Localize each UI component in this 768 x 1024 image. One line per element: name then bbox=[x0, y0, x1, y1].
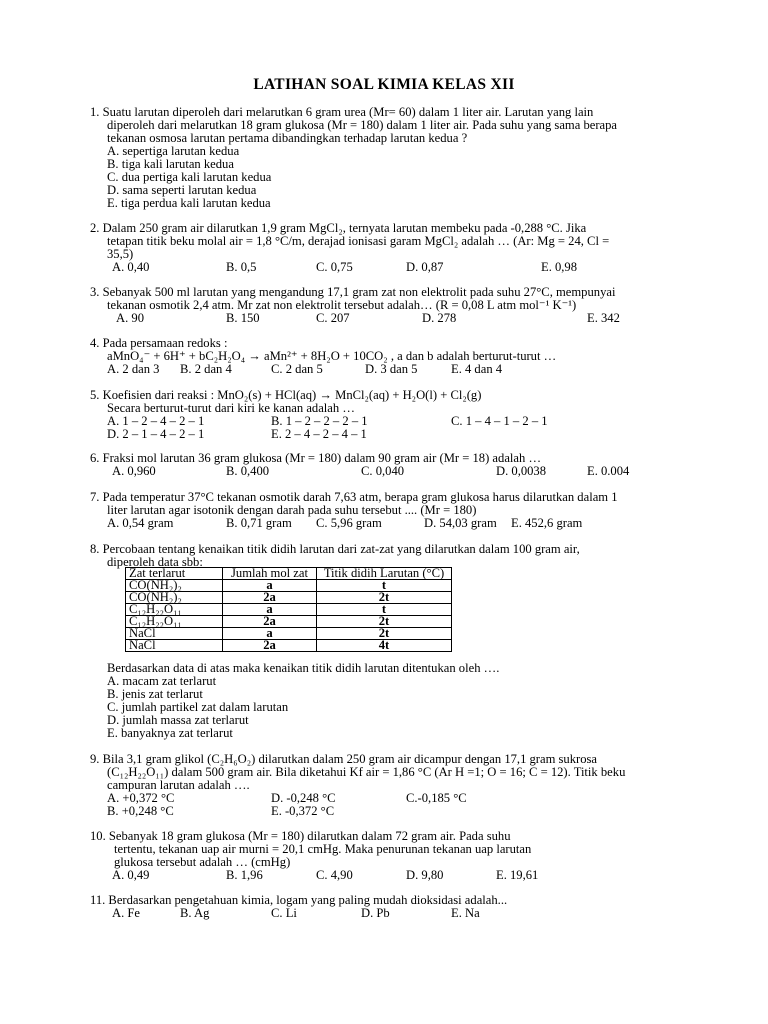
q4-stem-line1: 4. Pada persamaan redoks : bbox=[90, 336, 228, 350]
table-cell: 2t bbox=[317, 628, 452, 640]
q8-option-a: A. macam zat terlarut bbox=[107, 674, 217, 688]
q6-option-b: B. 0,400 bbox=[226, 464, 270, 478]
q6-stem-line1: 6. Fraksi mol larutan 36 gram glukosa (Mr = 180) dalam 90 gram air (Mr = 18) adalah … bbox=[90, 451, 542, 465]
q11-option-e: E. Na bbox=[451, 906, 480, 920]
q6-option-a: A. 0,960 bbox=[112, 464, 156, 478]
q5-option-d: D. 2 – 1 – 4 – 2 – 1 bbox=[107, 427, 205, 441]
q8-data-table bbox=[125, 567, 452, 652]
table-cell: CO(NH₂)₂ bbox=[126, 580, 223, 592]
q2-option-d: D. 0,87 bbox=[406, 260, 444, 274]
table-cell: a bbox=[223, 580, 317, 592]
q7-option-c: C. 5,96 gram bbox=[316, 516, 382, 530]
q2-stem-line2: tetapan titik beku molal air = 1,8 °C/m, derajad ionisasi garam MgCl₂ adalah … (Ar: Mg = 24, Cl = bbox=[107, 234, 610, 248]
table-cell: 2a bbox=[223, 640, 317, 652]
q5-option-c: C. 1 – 4 – 1 – 2 – 1 bbox=[451, 414, 548, 428]
table-cell: 4t bbox=[317, 640, 452, 652]
q1-option-e: E. tiga perdua kali larutan kedua bbox=[107, 196, 271, 210]
q6-option-d: D. 0,0038 bbox=[496, 464, 547, 478]
q5-stem-line2: Secara berturut-turut dari kiri ke kanan adalah … bbox=[107, 401, 355, 415]
table-cell: NaCl bbox=[126, 628, 223, 640]
q4-option-a: A. 2 dan 3 bbox=[107, 362, 160, 376]
q7-stem-line2: liter larutan agar isotonik dengan darah pada suhu tersebut .... (Mr = 180) bbox=[107, 503, 477, 517]
q4-option-c: C. 2 dan 5 bbox=[271, 362, 323, 376]
q10-stem-line1: 10. Sebanyak 18 gram glukosa (Mr = 180) dilarutkan dalam 72 gram air. Pada suhu bbox=[90, 829, 511, 843]
table-cell: 2a bbox=[223, 616, 317, 628]
q11-option-a: A. Fe bbox=[112, 906, 140, 920]
table-cell: a bbox=[223, 628, 317, 640]
q9-stem-line2: (C₁₂H₂₂O₁₁) dalam 500 gram air. Bila diketahui Kf air = 1,86 °C (Ar H =1; O = 16; C = 12). Titik beku bbox=[107, 765, 626, 779]
header-cell: Titik didih Larutan (°C) bbox=[317, 568, 452, 580]
q7-stem-line1: 7. Pada temperatur 37°C tekanan osmotik darah 7,63 atm, berapa gram glukosa harus dilarutkan dalam 1 bbox=[90, 490, 618, 504]
q8-stem-line3: Berdasarkan data di atas maka kenaikan titik didih larutan ditentukan oleh …. bbox=[107, 661, 500, 675]
header-cell: Jumlah mol zat bbox=[223, 568, 317, 580]
q10-stem-line3: glukosa tersebut adalah … (cmHg) bbox=[114, 855, 291, 869]
q10-option-c: C. 4,90 bbox=[316, 868, 353, 882]
q1-option-c: C. dua pertiga kali larutan kedua bbox=[107, 170, 272, 184]
q1-stem-line2: diperoleh dari melarutkan 18 gram glukosa (Mr = 180) dalam 1 liter air. Pada suhu yang sama berapa bbox=[107, 118, 617, 132]
table-cell: t bbox=[317, 580, 452, 592]
q3-option-d: D. 278 bbox=[422, 311, 457, 325]
header-cell: Zat terlarut bbox=[126, 568, 223, 580]
q8-option-c: C. jumlah partikel zat dalam larutan bbox=[107, 700, 289, 714]
q9-option-c: C.-0,185 °C bbox=[406, 791, 467, 805]
q6-option-e: E. 0.004 bbox=[587, 464, 630, 478]
table-row bbox=[126, 616, 452, 628]
table-row bbox=[126, 640, 452, 652]
q7-option-e: E. 452,6 gram bbox=[511, 516, 583, 530]
q2-stem-line3: 35,5) bbox=[107, 247, 134, 261]
q10-option-b: B. 1,96 bbox=[226, 868, 263, 882]
q4-redox-equation: aMnO₄⁻ + 6H⁺ + bC₂H₂O₄ → aMn²⁺ + 8H₂O + 10CO₂ , a dan b adalah berturut-turut … bbox=[107, 349, 557, 363]
table-cell: t bbox=[317, 604, 452, 616]
q10-option-a: A. 0,49 bbox=[112, 868, 150, 882]
q5-option-a: A. 1 – 2 – 4 – 2 – 1 bbox=[107, 414, 205, 428]
q11-option-b: B. Ag bbox=[180, 906, 210, 920]
q2-option-e: E. 0,98 bbox=[541, 260, 578, 274]
q9-option-b: B. +0,248 °C bbox=[107, 804, 174, 818]
table-cell: NaCl bbox=[126, 640, 223, 652]
q9-option-a: A. +0,372 °C bbox=[107, 791, 175, 805]
q8-stem-line1: 8. Percobaan tentang kenaikan titik didih larutan dari zat-zat yang dilarutkan dalam 100 gram air, bbox=[90, 542, 580, 556]
q8-option-e: E. banyaknya zat terlarut bbox=[107, 726, 233, 740]
q3-stem-line2: tekanan osmotik 2,4 atm. Mr zat non elektrolit tersebut adalah… (R = 0,08 L atm mol⁻¹ K⁻¹) bbox=[107, 298, 577, 312]
table-cell: 2t bbox=[317, 616, 452, 628]
q4-option-e: E. 4 dan 4 bbox=[451, 362, 503, 376]
table-row bbox=[126, 628, 452, 640]
q6-option-c: C. 0,040 bbox=[361, 464, 405, 478]
q7-option-b: B. 0,71 gram bbox=[226, 516, 292, 530]
table-cell: CO(NH₂)₂ bbox=[126, 592, 223, 604]
q7-option-d: D. 54,03 gram bbox=[424, 516, 497, 530]
q3-stem-line1: 3. Sebanyak 500 ml larutan yang mengandung 17,1 gram zat non elektrolit pada suhu 27°C, mempunyai bbox=[90, 285, 616, 299]
q2-option-c: C. 0,75 bbox=[316, 260, 353, 274]
q4-option-d: D. 3 dan 5 bbox=[365, 362, 418, 376]
q5-option-e: E. 2 – 4 – 2 – 4 – 1 bbox=[271, 427, 367, 441]
table-cell: a bbox=[223, 604, 317, 616]
q2-option-a: A. 0,40 bbox=[112, 260, 150, 274]
q2-stem-line1: 2. Dalam 250 gram air dilarutkan 1,9 gram MgCl₂, ternyata larutan membeku pada -0,288 °C. Jika bbox=[90, 221, 587, 235]
q10-stem-line2: tertentu, tekanan uap air murni = 20,1 cmHg. Maka penurunan tekanan uap larutan bbox=[114, 842, 532, 856]
q8-stem-line2: diperoleh data sbb: bbox=[107, 555, 203, 569]
q10-option-e: E. 19,61 bbox=[496, 868, 539, 882]
q1-stem-line1: 1. Suatu larutan diperoleh dari melarutkan 6 gram urea (Mr= 60) dalam 1 liter air. Larutan yang lain bbox=[90, 105, 594, 119]
q3-option-b: B. 150 bbox=[226, 311, 260, 325]
q8-option-d: D. jumlah massa zat terlarut bbox=[107, 713, 249, 727]
table-cell: C₁₂H₂₂O₁₁ bbox=[126, 616, 223, 628]
q9-option-e: E. -0,372 °C bbox=[271, 804, 335, 818]
q3-option-e: E. 342 bbox=[587, 311, 620, 325]
q3-option-a: A. 90 bbox=[116, 311, 144, 325]
q4-option-b: B. 2 dan 4 bbox=[180, 362, 232, 376]
q3-option-c: C. 207 bbox=[316, 311, 350, 325]
q1-option-a: A. sepertiga larutan kedua bbox=[107, 144, 240, 158]
q9-stem-line1: 9. Bila 3,1 gram glikol (C₂H₆O₂) dilarutkan dalam 250 gram air dicampur dengan 17,1 gram sukrosa bbox=[90, 752, 598, 766]
q9-option-d: D. -0,248 °C bbox=[271, 791, 336, 805]
q1-option-d: D. sama seperti larutan kedua bbox=[107, 183, 257, 197]
q2-option-b: B. 0,5 bbox=[226, 260, 257, 274]
table-cell: 2a bbox=[223, 592, 317, 604]
q11-option-d: D. Pb bbox=[361, 906, 390, 920]
q11-stem-line1: 11. Berdasarkan pengetahuan kimia, logam yang paling mudah dioksidasi adalah... bbox=[90, 893, 508, 907]
q10-option-d: D. 9,80 bbox=[406, 868, 444, 882]
q5-option-b: B. 1 – 2 – 2 – 2 – 1 bbox=[271, 414, 368, 428]
table-cell: C₁₂H₂₂O₁₁ bbox=[126, 604, 223, 616]
q1-stem-line3: tekanan osmosa larutan pertama dibandingkan terhadap larutan kedua ? bbox=[107, 131, 468, 145]
q11-option-c: C. Li bbox=[271, 906, 297, 920]
table-cell: 2t bbox=[317, 592, 452, 604]
page-title: LATIHAN SOAL KIMIA KELAS XII bbox=[253, 76, 515, 93]
q7-option-a: A. 0,54 gram bbox=[107, 516, 174, 530]
q8-option-b: B. jenis zat terlarut bbox=[107, 687, 203, 701]
q1-option-b: B. tiga kali larutan kedua bbox=[107, 157, 234, 171]
q5-reaction-equation: 5. Koefisien dari reaksi : MnO₂(s) + HCl(aq) → MnCl₂(aq) + H₂O(l) + Cl₂(g) bbox=[90, 388, 482, 402]
q9-stem-line3: campuran larutan adalah …. bbox=[107, 778, 250, 792]
